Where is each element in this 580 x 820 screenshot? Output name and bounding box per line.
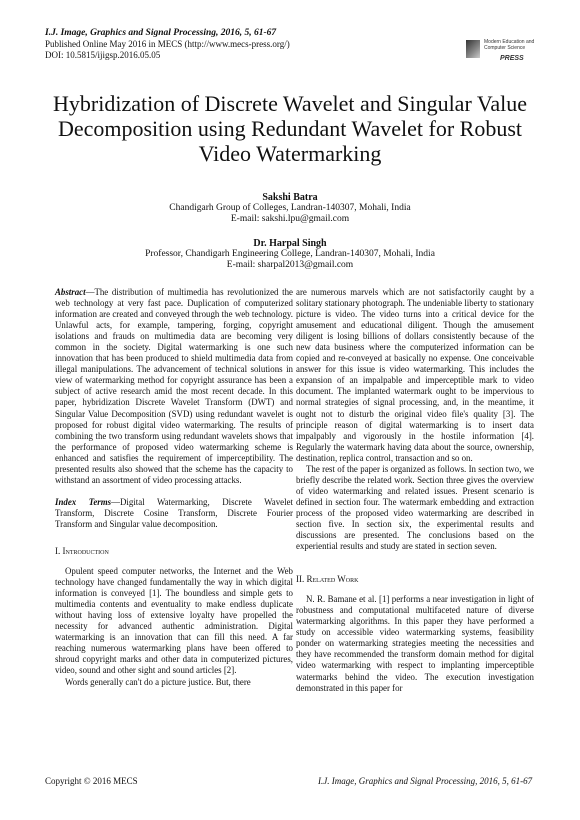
abstract-text: —The distribution of multimedia has revolutionized the web technology at very fast pace. Duplication of computerized information are created and conveyed through the web technology. Unlawful acts, for example, tampering, forging, copyright isolations and frauds on multimedia data are becoming very common in the society. Digital watermarking is one such innovation that has been produced to shield multimedia data from illegal manipulations. The advancement of technical solutions in view of watermarking method for copyright assurance has been a subject of active research amid the most recent decade. In this paper, hybridization Discrete Wavelet Transform (DWT) and Singular Value Decomposition (SVD) using redundant wavelet is proposed for robust digital video watermarking. The results of combining the two transform using redundant wavelets shows that the performance of proposed video watermarking scheme is enhanced and satisfies the requirement of imperceptibility. The presented results also showed that the scheme has the capacity to withstand an assortment of video processing attacks. xyxy=(55,287,293,485)
author-name: Dr. Harpal Singh xyxy=(253,238,327,249)
author-block-1 xyxy=(40,192,540,225)
related-work-paragraph: N. R. Bamane et al. [1] performs a near investigation in light of robustness and computational multifaceted nature of diverse watermarking algorithms. In this paper they have performed a study on accessible video watermarking systems, feasibility ponder on watermarking strategies meeting the necessities and they have recommended the transform domain method for digital video watermarking with respect to implanting imperceptible watermarks behind the video. The execution investigation demonstrated in this paper for xyxy=(296,594,534,693)
book-icon xyxy=(466,40,480,58)
right-column xyxy=(296,287,534,694)
index-terms-label: Index Terms xyxy=(55,496,112,507)
footer-copyright: Copyright © 2016 MECS xyxy=(45,776,138,786)
doi: DOI: 10.5815/ijigsp.2016.05.05 xyxy=(45,50,161,60)
footer-journal: I.J. Image, Graphics and Signal Processing, 2016, 5, 61-67 xyxy=(318,776,533,786)
index-terms xyxy=(55,497,293,530)
logo-text: Modern Education and Computer Science xyxy=(484,39,535,51)
logo-press: PRESS xyxy=(500,55,524,62)
author-block-2 xyxy=(40,238,540,271)
body-paragraph: are numerous marvels which are not satisfactorily caught by a solitary stationary photograph. The undeniable liberty to stationary picture is video. The video turns into a critical device for the amusement and educational diligent. Though the amusement diligent is losing billions of dollars consistently because of the new data business where the computerized information can be copied and re-conveyed at basically no expense. One conceivable answer for this issue is video watermarking. This includes the expansion of an impalpable and imperceptible mark to video document. The implanted watermark ought to be impervious to normal strategies of signal processing, and, in the meantime, it ought not to disturb the original video file's quality [3]. The principle reason of digital watermarking is to insert data impalpably and vigorously in the hostile information [4]. Regularly the watermark having data about the source, ownership, destination, replica control, transaction and so on. xyxy=(296,287,534,463)
published-line: Published Online May 2016 in MECS (http://www.mecs-press.org/) xyxy=(45,39,290,49)
journal-header xyxy=(45,28,290,61)
publisher-logo xyxy=(466,38,538,66)
section-heading-introduction: I. Introduction xyxy=(55,545,109,556)
abstract-label: Abstract xyxy=(55,287,86,297)
author-affiliation: Professor, Chandigarh Engineering College, Landran-140307, Mohali, India xyxy=(145,249,435,259)
author-email: E-mail: sakshi.lpu@gmail.com xyxy=(230,214,350,224)
body-paragraph-outline: The rest of the paper is organized as follows. In section two, we briefly describe the related work. Section three gives the overview of video watermarking and related issues. Present scenario is defined in section four. The watermark embedding and extraction process of the proposed video watermarking are described in section five. In section six, the experimental results and discussions are presented. The conclusions based on the experiential results and study are stated in section seven. xyxy=(296,463,534,552)
abstract xyxy=(55,287,293,486)
author-name: Sakshi Batra xyxy=(262,192,318,203)
author-affiliation: Chandigarh Group of Colleges, Landran-140307, Mohali, India xyxy=(169,203,411,213)
author-email: E-mail: sharpal2013@gmail.com xyxy=(226,260,354,270)
journal-name: I.J. Image, Graphics and Signal Processing, 2016, 5, 61-67 xyxy=(45,28,277,38)
intro-paragraph-2: Words generally can't do a picture justice. But, there xyxy=(65,676,251,687)
paper-title: Hybridization of Discrete Wavelet and Singular Value Decomposition using Redundant Wavelet for Robust Video Watermarking xyxy=(53,91,527,166)
index-terms-text: —Digital Watermarking, Discrete Wavelet Transform, Discrete Cosine Transform, Discrete Fourier Transform and Singular value decomposition. xyxy=(55,496,293,529)
intro-paragraph: Opulent speed computer networks, the Internet and the Web technology have changed fundamentally the way in which digital information is conveyed [1]. The boundless and simple gets to multimedia contents and eventuality to make endless duplicate without having loss of extensive loyalty have propelled the necessity for advanced authentic administration. Digital watermarking is an innovation that can fill this need. A far reaching numerous watermarking plans have been offered to shroud copyright marks and other data in computerized pictures, video, sound and other sight and sound articles [2]. xyxy=(55,566,293,676)
left-column xyxy=(55,287,293,688)
section-heading-related-work: II. Related Work xyxy=(296,574,359,585)
